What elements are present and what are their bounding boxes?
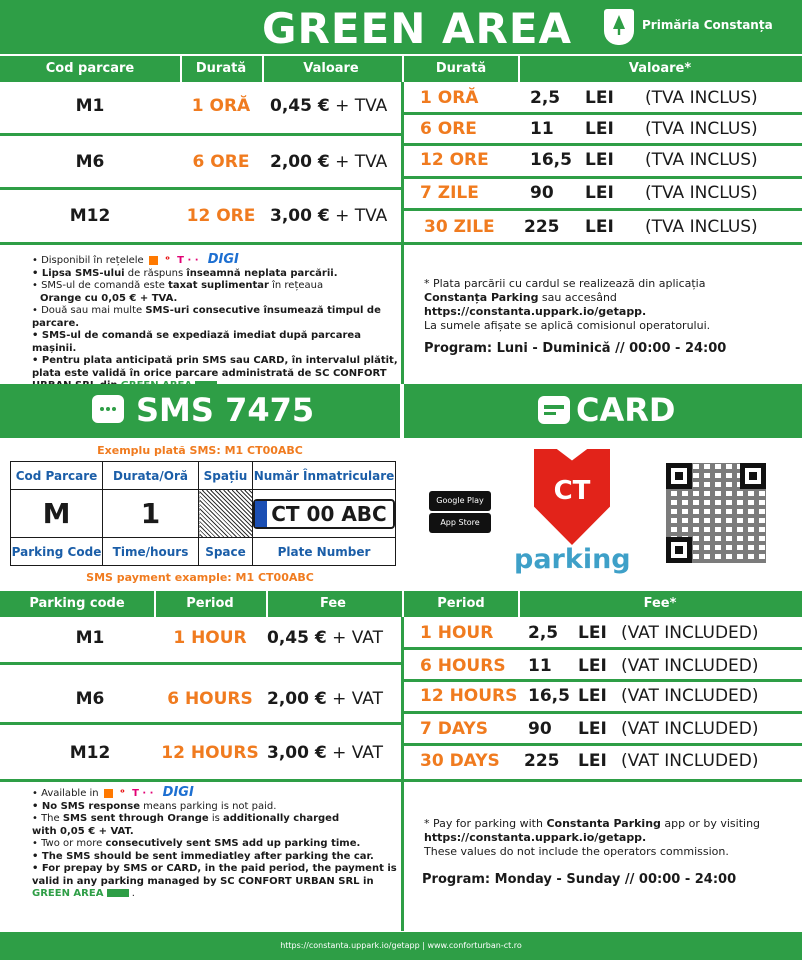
en-r-currency-4: LEI — [578, 719, 607, 739]
ro-note-5a: • Două sau mai multe — [32, 305, 146, 316]
ro-note-6: • SMS-ul de comandă se expediază imediat după parcarea mașinii. — [32, 330, 361, 354]
crest-icon — [604, 9, 634, 45]
en-note-7: • For prepay by SMS or CARD, in the paid period, the payment is valid in any parking managed by SC CONFORT URBAN SRL in — [32, 863, 397, 887]
en-suffix-3: + VAT — [326, 743, 383, 763]
ro-r-note-1: (TVA INCLUS) — [645, 88, 758, 108]
ro-note-2b: de răspuns — [124, 267, 187, 279]
ro-note-3c: în rețeaua — [268, 280, 324, 291]
primaria-label: Primăria Constanța — [642, 18, 773, 32]
google-play-label: Google Play — [436, 496, 484, 505]
ro-value-1: 0,45 € — [270, 96, 330, 116]
en-r-duration-5: 30 DAYS — [420, 751, 500, 771]
sms-example-en: SMS payment example: M1 CT00ABC — [86, 571, 314, 584]
sms-example-table — [10, 461, 396, 566]
en-r-duration-2: 6 HOURS — [420, 656, 506, 676]
header-valoare-right: Valoare* — [628, 61, 692, 76]
ro-r-note-5: (TVA INCLUS) — [645, 217, 758, 237]
footer-links[interactable]: https://constanta.uppark.io/getapp | www.conforturban-ct.ro — [280, 941, 522, 950]
en-r-amount-1: 2,5 — [528, 623, 559, 643]
sms-foot-code: Parking Code — [11, 538, 103, 566]
en-suffix-2: + VAT — [326, 689, 383, 709]
ro-r-amount-4: 90 — [530, 183, 554, 203]
en-r-currency-1: LEI — [578, 623, 607, 643]
ro-r-currency-4: LEI — [585, 183, 614, 203]
ro-r-duration-3: 12 ORE — [420, 150, 489, 170]
ro-r-duration-4: 7 ZILE — [420, 183, 479, 203]
en-notes: • Available in ᵒ T · · DIGI • No SMS response means parking is not paid. • The SMS sent through Orange is additionally charged with 0,05 € + VAT. • Two or more consecutively sent SMS add up parking time. • The SMS should be sent immediatley after parking the car. • For prepay by SMS or CARD, in the paid period, the payment is valid in any parking managed by SC CONFORT URBAN SRL in GREEN AREA . — [32, 785, 397, 899]
en-rnote-1a: * Pay for parking with — [424, 817, 547, 830]
en-code-m1: M1 — [75, 628, 105, 648]
en-rnote-1b: Constanta Parking — [546, 817, 661, 830]
en-duration-1: 1 HOUR — [173, 628, 247, 648]
header-bar — [0, 0, 802, 54]
ro-rnote-2a: Constanța Parking — [424, 291, 539, 304]
en-rnote-1c: app or by visiting — [660, 817, 761, 830]
ro-suffix-2: + TVA — [329, 152, 388, 172]
en-r-note-3: (VAT INCLUDED) — [621, 686, 759, 706]
en-r-note-4: (VAT INCLUDED) — [621, 719, 759, 739]
ro-note-2a: • Lipsa SMS-ului — [32, 267, 125, 279]
ro-r-amount-2: 11 — [530, 119, 554, 139]
ro-note-4: Orange cu 0,05 € + TVA. — [40, 292, 178, 304]
en-r-amount-3: 16,5 — [528, 686, 570, 706]
en-program: Program: Monday - Sunday // 00:00 - 24:00 — [422, 872, 737, 887]
en-note-2a: • No SMS response — [32, 800, 140, 812]
en-right-notes — [424, 817, 796, 859]
ro-r-duration-5: 30 ZILE — [424, 217, 495, 237]
ro-r-amount-5: 225 — [524, 217, 560, 237]
en-green-area-label: GREEN AREA — [32, 888, 104, 899]
ro-notes — [32, 254, 402, 393]
ro-rnote-3: https://constanta.uppark.io/getapp. — [424, 305, 647, 318]
ro-table-header — [0, 56, 802, 82]
header-cod-parcare: Cod parcare — [45, 61, 135, 76]
sms-head-code: Cod Parcare — [11, 462, 103, 490]
en-r-note-2: (VAT INCLUDED) — [621, 656, 759, 676]
en-rnote-3: These values do not include the operators commission. — [424, 845, 729, 858]
qr-code[interactable] — [666, 463, 766, 563]
ro-program: Program: Luni - Duminică // 00:00 - 24:00 — [424, 341, 727, 356]
header-period-right: Period — [437, 596, 485, 611]
ct-logo-text: CT — [553, 476, 591, 506]
sms-head-duration: Durata/Oră — [103, 462, 199, 490]
en-note-4: with 0,05 € + VAT. — [32, 825, 134, 837]
ro-code-m1: M1 — [75, 96, 105, 116]
sms-value-code: M — [11, 490, 103, 538]
ro-note-7: • Pentru plata anticipată prin SMS sau CARD, în intervalul plătit, plata este validă în orice parcare administrată de SC CONFORT — [32, 355, 398, 379]
google-play-badge[interactable] — [429, 491, 491, 511]
en-code-m12: M12 — [69, 743, 111, 763]
header-durata-right: Durată — [435, 61, 487, 76]
ro-r-currency-1: LEI — [585, 88, 614, 108]
en-note-6: • The SMS should be sent immediatley after parking the car. — [32, 850, 374, 862]
sms-head-space: Spațiu — [199, 462, 253, 490]
ro-r-note-2: (TVA INCLUS) — [645, 119, 758, 139]
card-banner — [404, 384, 802, 438]
en-note-1: • Available in — [32, 788, 99, 799]
footer — [0, 932, 802, 960]
en-duration-2: 6 HOURS — [167, 689, 253, 709]
app-store-label: App Store — [440, 518, 480, 527]
ro-value-2: 2,00 € — [270, 152, 330, 172]
en-suffix-1: + VAT — [326, 628, 383, 648]
sms-foot-plate: Plate Number — [253, 538, 396, 566]
orange-logo-icon — [149, 256, 158, 265]
plate-text: CT 00 ABC — [271, 501, 387, 526]
card-icon — [538, 396, 570, 424]
en-r-duration-1: 1 HOUR — [420, 623, 494, 643]
en-note-2b: means parking is not paid. — [139, 800, 277, 812]
en-note-5a: • Two or more — [32, 838, 106, 849]
telekom-logo-icon: T · · — [177, 255, 199, 266]
sms-title: SMS 7475 — [136, 391, 315, 429]
sms-value-plate — [253, 490, 396, 538]
ro-r-duration-2: 6 ORE — [420, 119, 477, 139]
ro-r-currency-3: LEI — [585, 150, 614, 170]
ro-duration-3: 12 ORE — [186, 206, 256, 226]
sms-icon — [92, 395, 124, 423]
header-valoare: Valoare — [303, 61, 359, 76]
ro-code-m6: M6 — [75, 152, 105, 172]
ro-note-3a: • SMS-ul de comandă este — [32, 280, 169, 291]
ro-suffix-1: + TVA — [329, 96, 388, 116]
card-title: CARD — [576, 391, 676, 429]
en-r-duration-3: 12 HOURS — [420, 686, 518, 706]
en-r-duration-4: 7 DAYS — [420, 719, 488, 739]
page-title: GREEN AREA — [262, 4, 573, 53]
telekom-logo-icon: T · · — [132, 788, 154, 799]
en-r-amount-5: 225 — [524, 751, 560, 771]
ro-note-2c: înseamnă neplata parcării. — [186, 267, 338, 279]
en-r-currency-3: LEI — [578, 686, 607, 706]
en-code-m6: M6 — [75, 689, 105, 709]
header-durata: Durată — [195, 61, 247, 76]
green-area-swatch — [107, 889, 129, 897]
header-period: Period — [186, 596, 234, 611]
ro-note-1: • Disponibil în rețelele — [32, 255, 144, 266]
en-r-currency-5: LEI — [578, 751, 607, 771]
sms-foot-duration: Time/hours — [103, 538, 199, 566]
en-note-3b: SMS sent through Orange — [62, 813, 209, 824]
eu-flag-icon — [255, 501, 267, 527]
vodafone-logo-icon: ᵒ — [165, 255, 170, 266]
sms-foot-space: Space — [199, 538, 253, 566]
sms-head-plate: Număr Înmatriculare — [253, 462, 396, 490]
ro-note-3b: taxat suplimentar — [168, 280, 269, 291]
en-note-5b: consecutively sent SMS add up parking time. — [105, 838, 361, 849]
digi-logo-icon: DIGI — [162, 785, 194, 800]
en-r-note-1: (VAT INCLUDED) — [621, 623, 759, 643]
en-r-amount-4: 90 — [528, 719, 552, 739]
en-table-header — [0, 591, 802, 617]
en-r-amount-2: 11 — [528, 656, 552, 676]
en-duration-3: 12 HOURS — [161, 743, 259, 763]
header-fee-right: Fee* — [643, 596, 677, 611]
digi-logo-icon: DIGI — [207, 252, 239, 267]
en-r-currency-2: LEI — [578, 656, 607, 676]
en-value-1: 0,45 € — [267, 628, 327, 648]
en-rnote-2: https://constanta.uppark.io/getapp. — [424, 831, 647, 844]
ro-rnote-2b: sau accesând — [538, 291, 617, 304]
ro-r-note-3: (TVA INCLUS) — [645, 150, 758, 170]
ro-suffix-3: + TVA — [329, 206, 388, 226]
sms-value-duration: 1 — [103, 490, 199, 538]
header-fee: Fee — [320, 596, 346, 611]
ro-r-amount-1: 2,5 — [530, 88, 561, 108]
header-parking-code: Parking code — [29, 596, 125, 611]
ro-note-5b: SMS-uri consecutive însumează timpul de parcare. — [32, 305, 381, 329]
ro-rnote-1: * Plata parcării cu cardul se realizează din aplicația — [424, 277, 706, 290]
sms-banner — [0, 384, 400, 438]
parking-logo-text: parking — [514, 544, 631, 575]
vodafone-logo-icon: ᵒ — [120, 788, 125, 799]
ro-r-amount-3: 16,5 — [530, 150, 572, 170]
en-note-3d: additionally charged — [223, 813, 340, 824]
ro-rnote-4: La sumele afișate se aplică comisionul operatorului. — [424, 319, 711, 332]
ro-duration-2: 6 ORE — [192, 152, 250, 172]
app-store-badge[interactable] — [429, 513, 491, 533]
ro-right-notes — [424, 277, 794, 333]
en-r-note-5: (VAT INCLUDED) — [621, 751, 759, 771]
ro-r-duration-1: 1 ORĂ — [420, 88, 479, 108]
orange-logo-icon — [104, 789, 113, 798]
ro-r-currency-5: LEI — [585, 217, 614, 237]
en-value-2: 2,00 € — [267, 689, 327, 709]
en-value-3: 3,00 € — [267, 743, 327, 763]
en-note-3c: is — [208, 813, 223, 824]
sms-example-ro: Exemplu plată SMS: M1 CT00ABC — [97, 444, 303, 457]
en-note-3a: • The — [32, 813, 63, 824]
ro-duration-1: 1 ORĂ — [191, 96, 251, 116]
sms-value-space — [199, 490, 253, 538]
ro-r-currency-2: LEI — [585, 119, 614, 139]
ro-r-note-4: (TVA INCLUS) — [645, 183, 758, 203]
ro-code-m12: M12 — [69, 206, 111, 226]
ro-value-3: 3,00 € — [270, 206, 330, 226]
